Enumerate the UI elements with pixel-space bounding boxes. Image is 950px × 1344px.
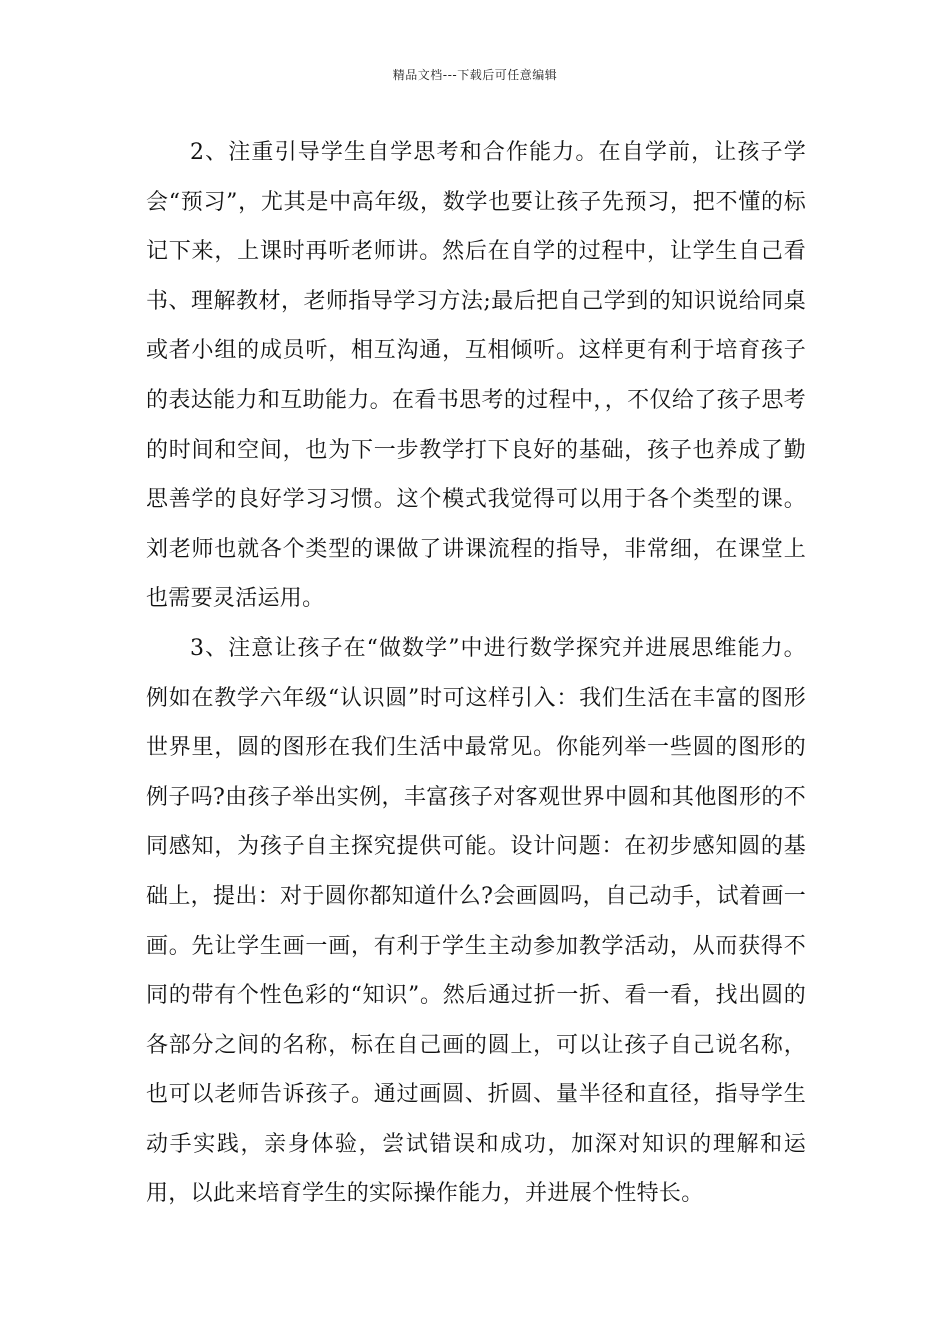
paragraph-2: 2、注重引导学生自学思考和合作能力。在自学前，让孩子学会“预习”，尤其是中高年级，数学也要让孩子先预习，把不懂的标记下来，上课时再听老师讲。然后在自学的过程中，让学生自己看书、理解教材，老师指导学习方法;最后把自己学到的知识说给同桌或者小组的成员听，相互沟通，互相倾听。这样更有利于培育孩子的表达能力和互助能力。在看书思考的过程中，，不仅给了孩子思考的时间和空间，也为下一步教学打下良好的基础，孩子也养成了勤思善学的良好学习习惯。这个模式我觉得可以用于各个类型的课。刘老师也就各个类型的课做了讲课流程的指导，非常细，在课堂上也需要灵活运用。 (146, 140, 806, 612)
document-body (146, 128, 806, 1219)
page-header: 精品文档---下载后可任意编辑 (392, 68, 558, 82)
paragraph-3: 3、注意让孩子在“做数学”中进行数学探究并进展思维能力。例如在教学六年级“认识圆”时可这样引入：我们生活在丰富的图形世界里，圆的图形在我们生活中最常见。你能列举一些圆的图形的例子吗?由孩子举出实例，丰富孩子对客观世界中圆和其他图形的不同感知，为孩子自主探究提供可能。设计问题：在初步感知圆的基础上，提出：对于圆你都知道什么?会画圆吗，自己动手，试着画一画。先让学生画一画，有利于学生主动参加教学活动，从而获得不同的带有个性色彩的“知识”。然后通过折一折、看一看，找出圆的各部分之间的名称，标在自己画的圆上，可以让孩子自己说名称，也可以老师告诉孩子。通过画圆、折圆、量半径和直径，指导学生动手实践，亲身体验，尝试错误和成功，加深对知识的理解和运用，以此来培育学生的实际操作能力，并进展个性特长。 (146, 635, 806, 1207)
